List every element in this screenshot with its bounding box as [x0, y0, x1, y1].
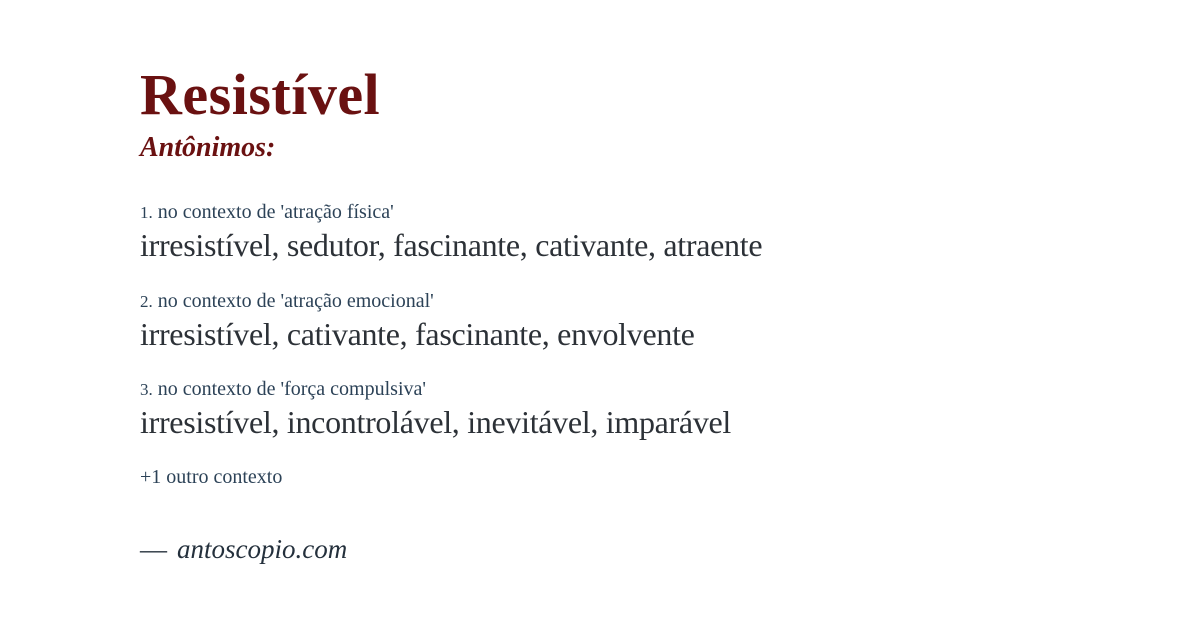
source-attribution	[140, 534, 347, 565]
source-domain: antoscopio.com	[177, 534, 348, 564]
antonym-list: irresistível, cativante, fascinante, envolvente	[140, 315, 695, 352]
context-section-2	[140, 289, 1160, 353]
context-sections	[140, 200, 1160, 489]
attribution-dash: —	[140, 534, 167, 564]
context-label	[140, 377, 1160, 401]
more-contexts-note: +1 outro contexto	[140, 466, 283, 489]
context-number: 1.	[140, 203, 153, 223]
antonym-list: irresistível, incontrolável, inevitável, imparável	[140, 403, 732, 440]
context-text: no contexto de 'atração física'	[157, 201, 394, 224]
context-text: no contexto de 'força compulsiva'	[157, 377, 426, 400]
context-text: no contexto de 'atração emocional'	[157, 289, 434, 312]
context-section-3	[140, 377, 1160, 441]
context-section-1	[140, 200, 1160, 264]
context-number: 3.	[140, 379, 153, 399]
context-number: 2.	[140, 291, 153, 311]
antonyms-subtitle: Antônimos:	[140, 132, 276, 163]
context-label	[140, 289, 1160, 313]
page-title: Resistível	[140, 62, 381, 127]
context-label	[140, 200, 1160, 224]
antonym-list: irresistível, sedutor, fascinante, cativante, atraente	[140, 227, 763, 264]
